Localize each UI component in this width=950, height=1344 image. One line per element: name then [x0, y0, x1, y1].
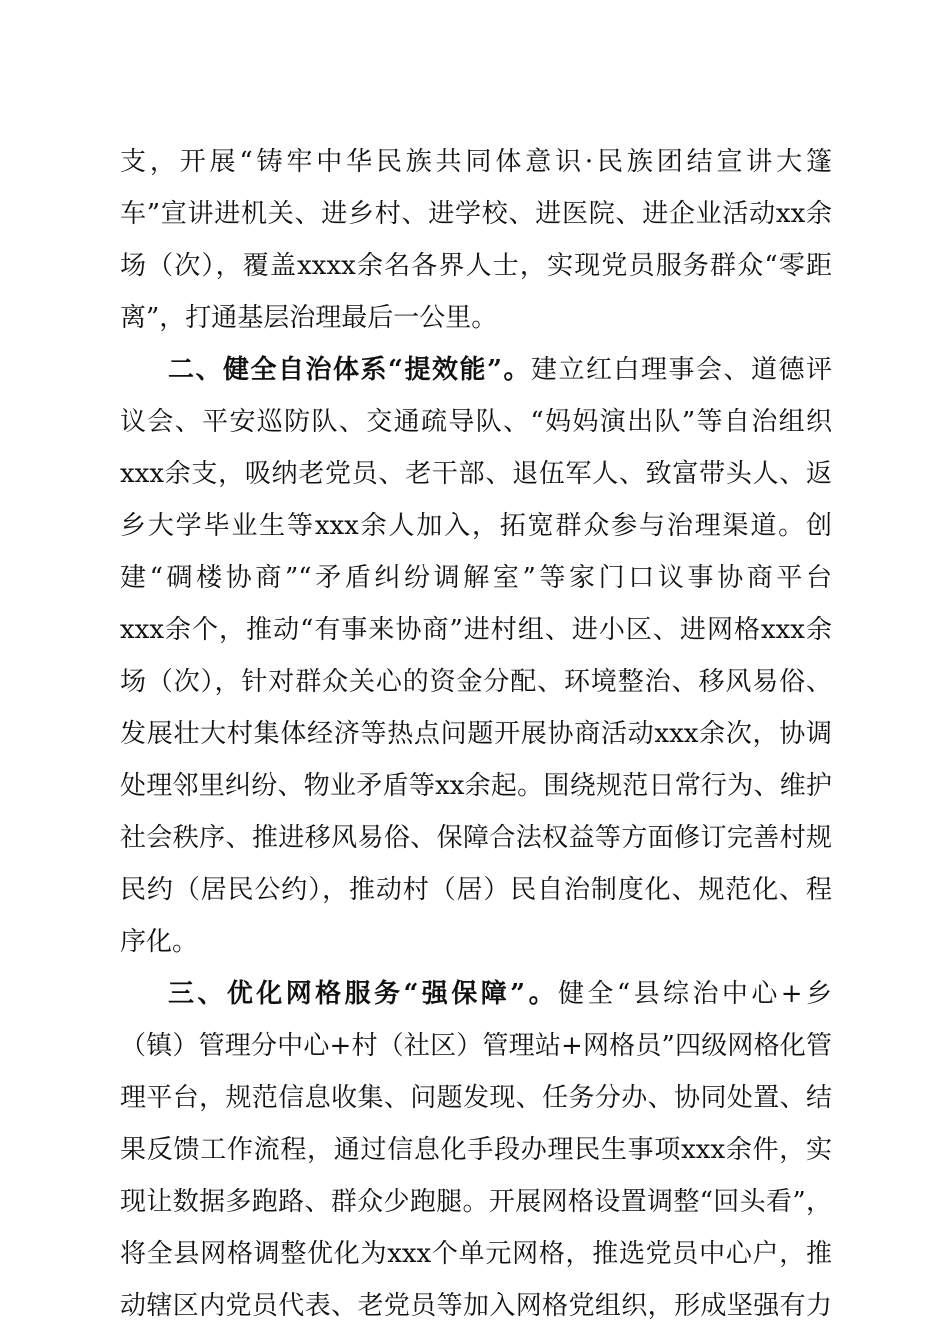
paragraph-2-line-8: 发展壮大村集体经济等热点问题开展协商活动xxx余次，协调	[120, 719, 832, 749]
paragraph-2-line-1-text: 建立红白理事会、道德评	[530, 355, 832, 385]
paragraph-2-line-10: 社会秩序、推进移风易俗、保障合法权益等方面修订完善村规	[120, 823, 832, 853]
paragraph-3-line-3: 理平台，规范信息收集、问题发现、任务分办、协同处置、结	[120, 1083, 832, 1113]
paragraph-2-line-5: 建“碉楼协商”“矛盾纠纷调解室”等家门口议事协商平台	[120, 563, 832, 593]
paragraph-3-heading: 三、优化网格服务“强保障”。	[168, 979, 558, 1009]
paragraph-2-line-9: 处理邻里纠纷、物业矛盾等xx余起。围绕规范日常行为、维护	[120, 771, 832, 801]
paragraph-2-line-2: 议会、平安巡防队、交通疏导队、“妈妈演出队”等自治组织	[120, 407, 832, 437]
paragraph-1-line-1: 支，开展“铸牢中华民族共同体意识·民族团结宣讲大篷	[120, 147, 832, 177]
paragraph-2-heading: 二、健全自治体系“提效能”。	[168, 355, 531, 385]
paragraph-2-line-6: xxx余个，推动“有事来协商”进村组、进小区、进网格xxx余	[120, 615, 832, 645]
paragraph-1-line-4: 离”，打通基层治理最后一公里。	[120, 303, 498, 333]
paragraph-3-line-1	[168, 976, 832, 1012]
paragraph-2-line-3: xxx余支，吸纳老党员、老干部、退伍军人、致富带头人、返	[120, 459, 832, 489]
paragraph-1-line-2: 车”宣讲进机关、进乡村、进学校、进医院、进企业活动xx余	[120, 199, 832, 229]
paragraph-3-line-1-text: 健全“县综治中心+乡	[558, 979, 832, 1009]
paragraph-1-line-3: 场（次），覆盖xxxx余名各界人士，实现党员服务群众“零距	[120, 251, 832, 281]
paragraph-3-line-4: 果反馈工作流程，通过信息化手段办理民生事项xxx余件，实	[120, 1135, 832, 1165]
paragraph-3-line-6: 将全县网格调整优化为xxx个单元网格，推选党员中心户，推	[120, 1239, 832, 1269]
paragraph-3-line-7: 动辖区内党员代表、老党员等加入网格党组织，形成坚强有力	[120, 1291, 832, 1321]
paragraph-2-line-1	[168, 352, 832, 388]
paragraph-3-line-5: 现让数据多跑路、群众少跑腿。开展网格设置调整“回头看”，	[120, 1187, 832, 1217]
paragraph-2-line-12: 序化。	[120, 927, 199, 957]
paragraph-2-line-11: 民约（居民公约），推动村（居）民自治制度化、规范化、程	[120, 875, 832, 905]
paragraph-2-line-4: 乡大学毕业生等xxx余人加入，拓宽群众参与治理渠道。创	[120, 511, 832, 541]
paragraph-3-line-2: （镇）管理分中心+村（社区）管理站+网格员”四级网格化管	[120, 1031, 832, 1061]
paragraph-2-line-7: 场（次），针对群众关心的资金分配、环境整治、移风易俗、	[120, 667, 832, 697]
